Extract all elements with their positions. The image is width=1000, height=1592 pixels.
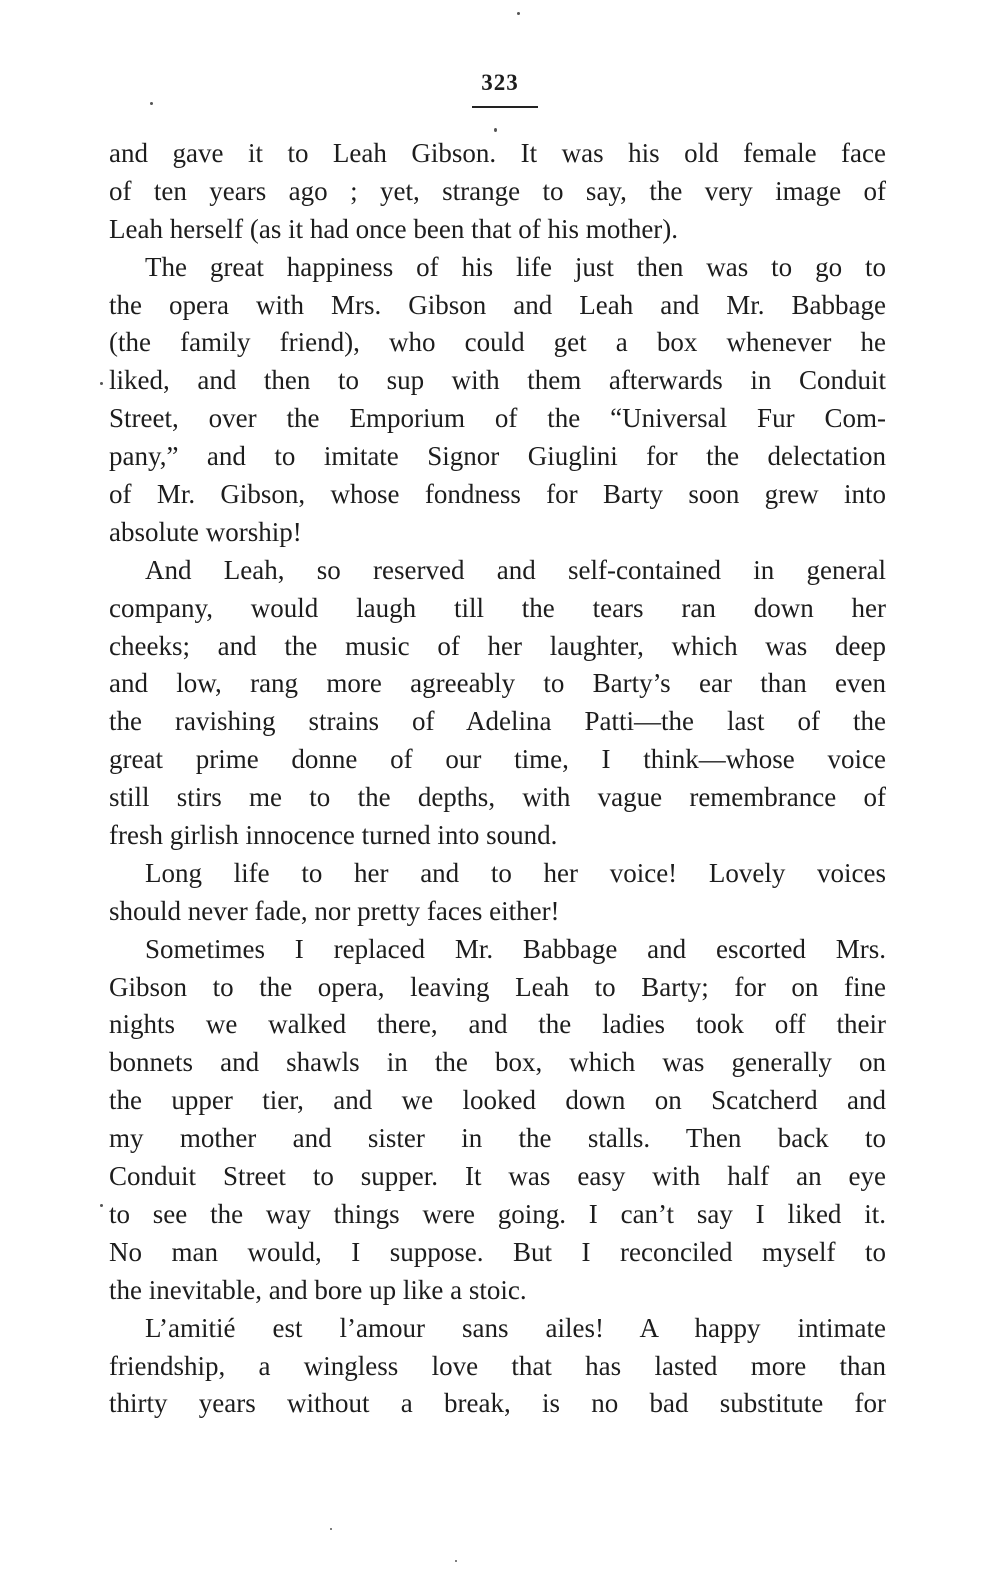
scan-speck: [100, 1204, 103, 1207]
text-line: pany,” and to imitate Signor Giuglini for the delectation: [109, 441, 886, 472]
text-line: of ten years ago ; yet, strange to say, the very image of: [109, 175, 886, 206]
text-line: to see the way things were going. I can’t say I liked it.: [109, 1198, 886, 1229]
text-line: thirty years without a break, is no bad substitute for: [109, 1388, 886, 1419]
text-line: liked, and then to sup with them afterwards in Conduit: [109, 365, 886, 396]
scan-speck: [100, 382, 103, 385]
text-line: company, would laugh till the tears ran down her: [109, 592, 886, 623]
page-number: 323: [481, 70, 519, 95]
text-line: Conduit Street to supper. It was easy with half an eye: [109, 1161, 886, 1192]
text-line: (the family friend), who could get a box whenever he: [109, 327, 886, 358]
scan-speck: [150, 102, 153, 105]
text-line: The great happiness of his life just then was to go to: [145, 251, 886, 282]
text-line: of Mr. Gibson, whose fondness for Barty soon grew into: [109, 479, 886, 510]
text-line: absolute worship!: [109, 516, 302, 547]
text-line: great prime donne of our time, I think—whose voice: [109, 744, 886, 775]
text-line: nights we walked there, and the ladies took off their: [109, 1009, 886, 1040]
text-line: the opera with Mrs. Gibson and Leah and Mr. Babbage: [109, 289, 886, 320]
text-line: friendship, a wingless love that has lasted more than: [109, 1350, 886, 1381]
text-line: L’amitié est l’amour sans ailes! A happy intimate: [145, 1312, 886, 1343]
text-line: bonnets and shawls in the box, which was generally on: [109, 1047, 886, 1078]
text-line: Leah herself (as it had once been that of his mother).: [109, 213, 679, 244]
text-line: the inevitable, and bore up like a stoic.: [109, 1274, 527, 1305]
text-line: my mother and sister in the stalls. Then back to: [109, 1123, 886, 1154]
text-line: No man would, I suppose. But I reconciled myself to: [109, 1236, 886, 1267]
scan-speck: [330, 1528, 332, 1530]
text-line: Sometimes I replaced Mr. Babbage and escorted Mrs.: [145, 933, 886, 964]
text-line: still stirs me to the depths, with vague remembrance of: [109, 782, 886, 813]
page-number-rule: [472, 106, 538, 108]
text-line: fresh girlish innocence turned into sound.: [109, 820, 558, 851]
text-line: Long life to her and to her voice! Lovely voices: [145, 857, 886, 888]
scan-speck: [455, 1560, 457, 1562]
text-line: the ravishing strains of Adelina Patti—the last of the: [109, 706, 886, 737]
text-line: And Leah, so reserved and self-contained in general: [145, 554, 886, 585]
text-line: should never fade, nor pretty faces either!: [109, 895, 560, 926]
text-line: cheeks; and the music of her laughter, which was deep: [109, 630, 886, 661]
text-line: the upper tier, and we looked down on Scatcherd and: [109, 1085, 886, 1116]
text-line: and gave it to Leah Gibson. It was his old female face: [109, 138, 886, 168]
text-line: and low, rang more agreeably to Barty’s ear than even: [109, 668, 886, 699]
scan-speck: [517, 12, 520, 15]
scan-speck: [494, 128, 497, 132]
text-line: Street, over the Emporium of the “Universal Fur Com-: [109, 403, 886, 434]
body-text: [109, 135, 886, 1423]
text-line: Gibson to the opera, leaving Leah to Barty; for on fine: [109, 971, 886, 1002]
